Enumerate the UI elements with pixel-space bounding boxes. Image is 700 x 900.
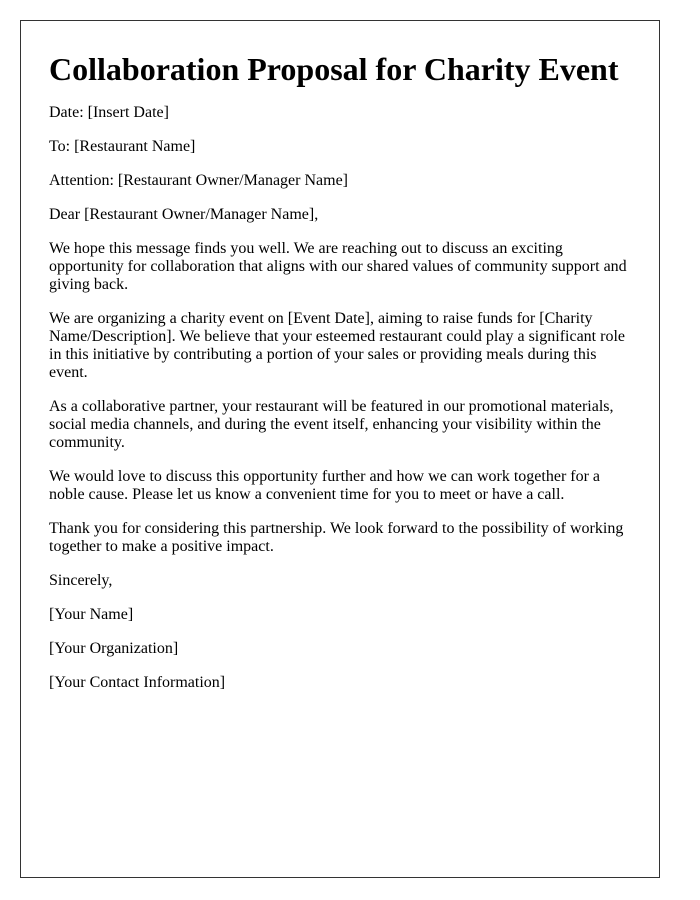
date-line: Date: [Insert Date] (49, 104, 169, 121)
body-paragraph-thanks: Thank you for considering this partnership. We look forward to the possibility of working together to make a positive impact. (49, 520, 624, 555)
signature-name: [Your Name] (49, 606, 134, 623)
attention-line: Attention: [Restaurant Owner/Manager Name] (49, 172, 349, 189)
signature-contact: [Your Contact Information] (49, 674, 226, 691)
body-paragraph-event: We are organizing a charity event on [Event Date], aiming to raise funds for [Charity Name/Description]. We believe that your esteemed restaurant could play a significant role in this initiative by contributing a portion of your sales or providing meals during this event. (49, 310, 625, 381)
body-paragraph-benefits: As a collaborative partner, your restaurant will be featured in our promotional materials, social media channels, and during the event itself, enhancing your visibility within the community. (49, 398, 614, 451)
body-paragraph-request: We would love to discuss this opportunity further and how we can work together for a noble cause. Please let us know a convenient time for you to meet or have a call. (49, 468, 601, 503)
letter-page (20, 20, 660, 878)
letter-title: Collaboration Proposal for Charity Event (49, 51, 619, 87)
letter-content (49, 49, 633, 708)
salutation: Dear [Restaurant Owner/Manager Name], (49, 206, 319, 223)
closing: Sincerely, (49, 572, 113, 589)
signature-organization: [Your Organization] (49, 640, 179, 657)
body-paragraph-intro: We hope this message finds you well. We are reaching out to discuss an exciting opportunity for collaboration that aligns with our shared values of community support and giving back. (49, 240, 627, 293)
recipient-line: To: [Restaurant Name] (49, 138, 196, 155)
